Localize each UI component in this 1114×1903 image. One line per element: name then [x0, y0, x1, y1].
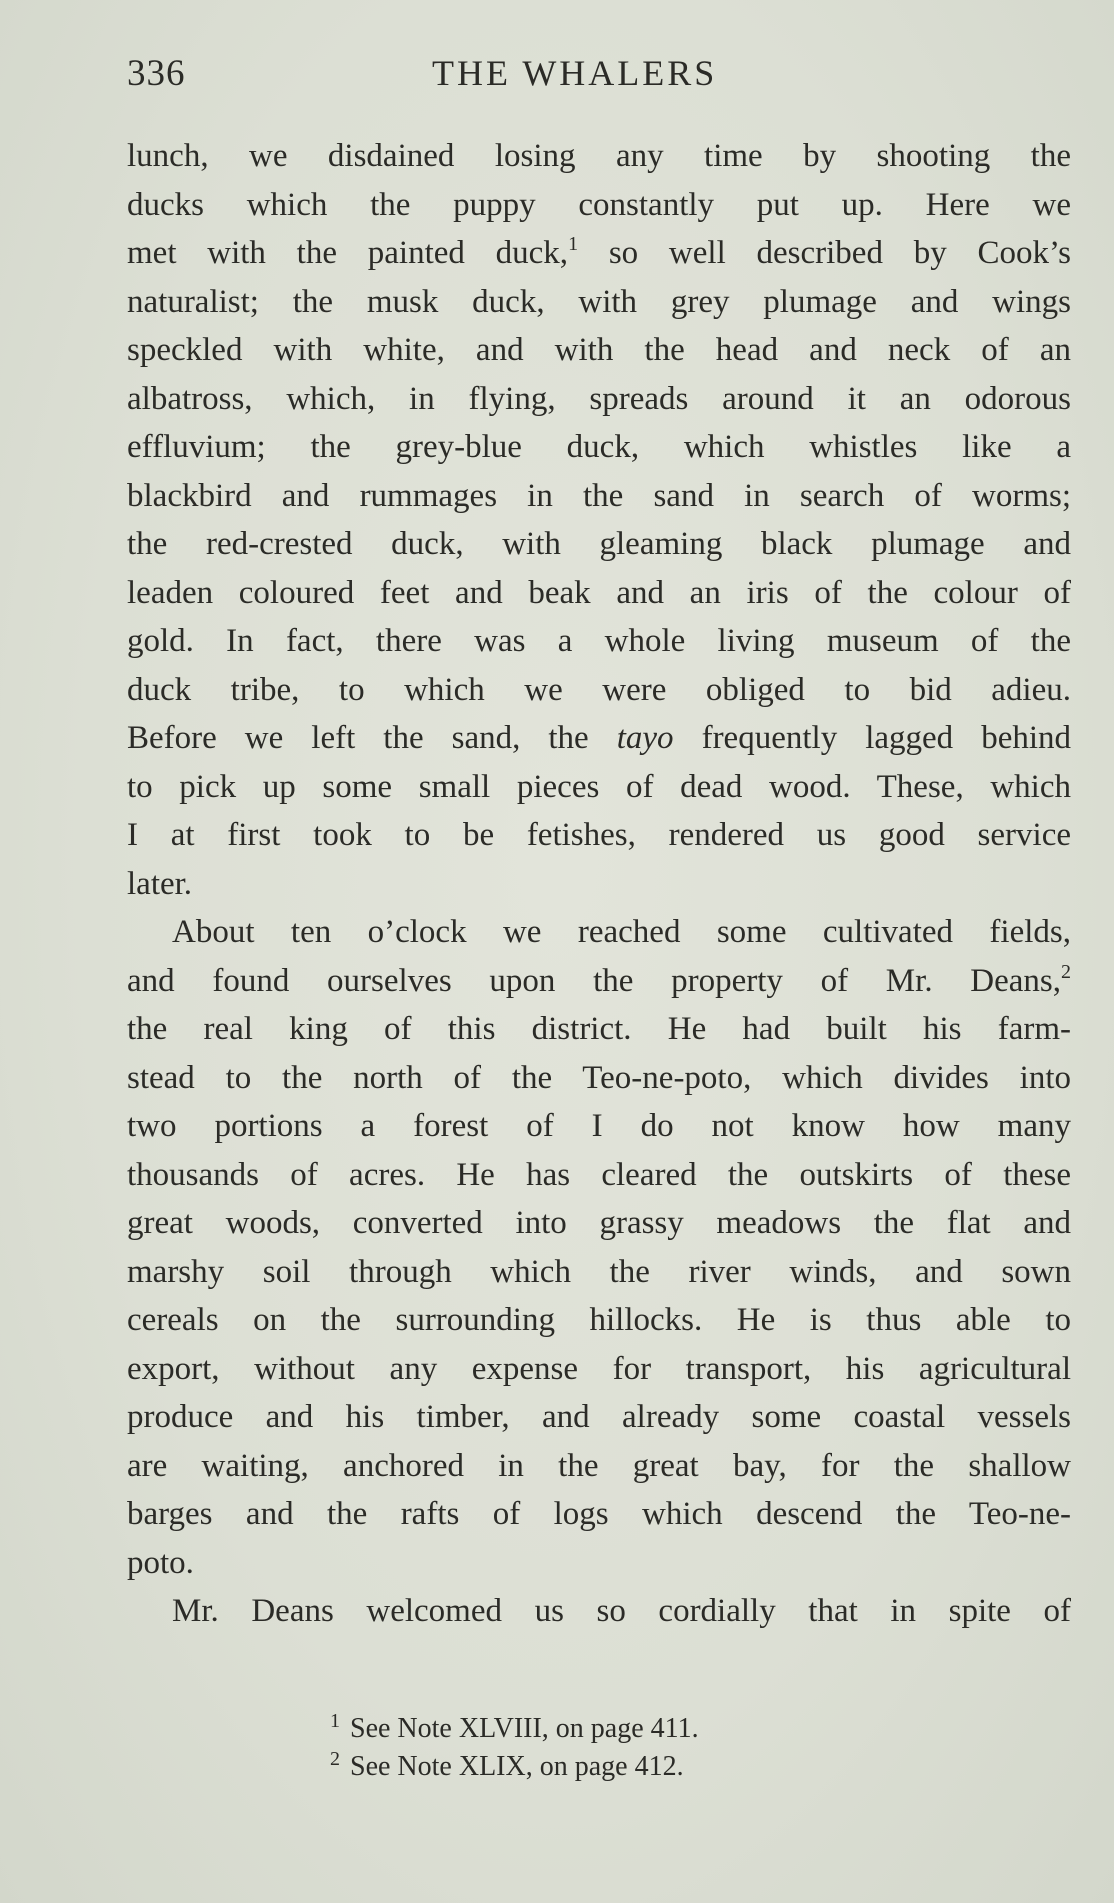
text-line: About ten o’clock we reached some cultivated fields,: [172, 914, 1071, 950]
paragraph-continued: [127, 132, 1071, 908]
text-line: ducks which the puppy constantly put up. Here we: [127, 186, 1071, 223]
text-line: naturalist; the musk duck, with grey plumage and wings: [127, 283, 1071, 320]
page-number: 336: [127, 53, 186, 94]
paragraph: [127, 908, 1071, 1587]
footnotes: [330, 1710, 930, 1786]
text-line: to pick up some small pieces of dead wood. These, which: [127, 768, 1071, 805]
text-line: stead to the north of the Teo-ne-poto, which divides into: [127, 1059, 1071, 1096]
running-head: [127, 52, 1072, 102]
text-line: [127, 229, 1071, 278]
text-segment: and found ourselves upon the property of Mr. Deans,: [127, 962, 1061, 999]
text-line: speckled with white, and with the head and neck of an: [127, 332, 1071, 368]
text-segment: Before we left the sand, the: [127, 720, 617, 756]
body-text: [127, 132, 1071, 1636]
text-segment: frequently lagged behind: [673, 720, 1072, 756]
text-line: gold. In fact, there was a whole living museum of the: [127, 623, 1071, 659]
text-line: produce and his timber, and already some coastal vessels: [127, 1399, 1071, 1435]
footnote-text: See Note XLVIII, on page 411.: [350, 1713, 699, 1744]
text-line: export, without any expense for transport, his agricultural: [127, 1350, 1071, 1387]
text-line: two portions a forest of I do not know how many: [127, 1108, 1071, 1144]
running-title: THE WHALERS: [432, 53, 718, 93]
text-line: [127, 957, 1071, 1006]
italic-word: tayo: [616, 720, 674, 756]
text-line: thousands of acres. He has cleared the outskirts of these: [127, 1156, 1071, 1193]
footnote-reference: 1: [568, 233, 579, 255]
footnote: [330, 1710, 930, 1748]
text-line: great woods, converted into grassy meadows the flat and: [127, 1205, 1071, 1241]
footnote-text: See Note XLIX, on page 412.: [350, 1751, 684, 1782]
text-line: albatross, which, in flying, spreads around it an odorous: [127, 380, 1071, 417]
text-line: [127, 714, 1071, 763]
text-line: I at first took to be fetishes, rendered us good service: [127, 817, 1071, 853]
text-line: duck tribe, to which we were obliged to bid adieu.: [127, 671, 1071, 708]
text-line: blackbird and rummages in the sand in search of worms;: [127, 477, 1071, 514]
text-line: effluvium; the grey-blue duck, which whistles like a: [127, 429, 1071, 465]
text-line: later.: [127, 865, 193, 902]
text-line: cereals on the surrounding hillocks. He is thus able to: [127, 1302, 1071, 1338]
footnote-marker: 2: [330, 1748, 340, 1770]
text-line: Mr. Deans welcomed us so cordially that in spite of: [172, 1593, 1071, 1629]
text-segment: met with the painted duck,: [127, 235, 569, 271]
text-line: barges and the rafts of logs which descend the Teo-ne-: [127, 1496, 1071, 1532]
text-line: leaden coloured feet and beak and an iris of the colour of: [127, 574, 1071, 611]
text-line: the red-crested duck, with gleaming black plumage and: [127, 526, 1071, 562]
text-line: lunch, we disdained losing any time by shooting the: [127, 138, 1071, 174]
text-line: marshy soil through which the river winds, and sown: [127, 1253, 1071, 1290]
text-line: the real king of this district. He had built his farm-: [127, 1011, 1071, 1047]
footnote-marker: 1: [330, 1710, 340, 1732]
paragraph: [127, 1587, 1071, 1636]
footnote: [330, 1748, 930, 1786]
text-segment: so well described by Cook’s: [578, 235, 1072, 271]
footnote-reference: 2: [1061, 960, 1071, 983]
text-line: are waiting, anchored in the great bay, for the shallow: [127, 1447, 1071, 1484]
text-line: poto.: [127, 1544, 194, 1581]
